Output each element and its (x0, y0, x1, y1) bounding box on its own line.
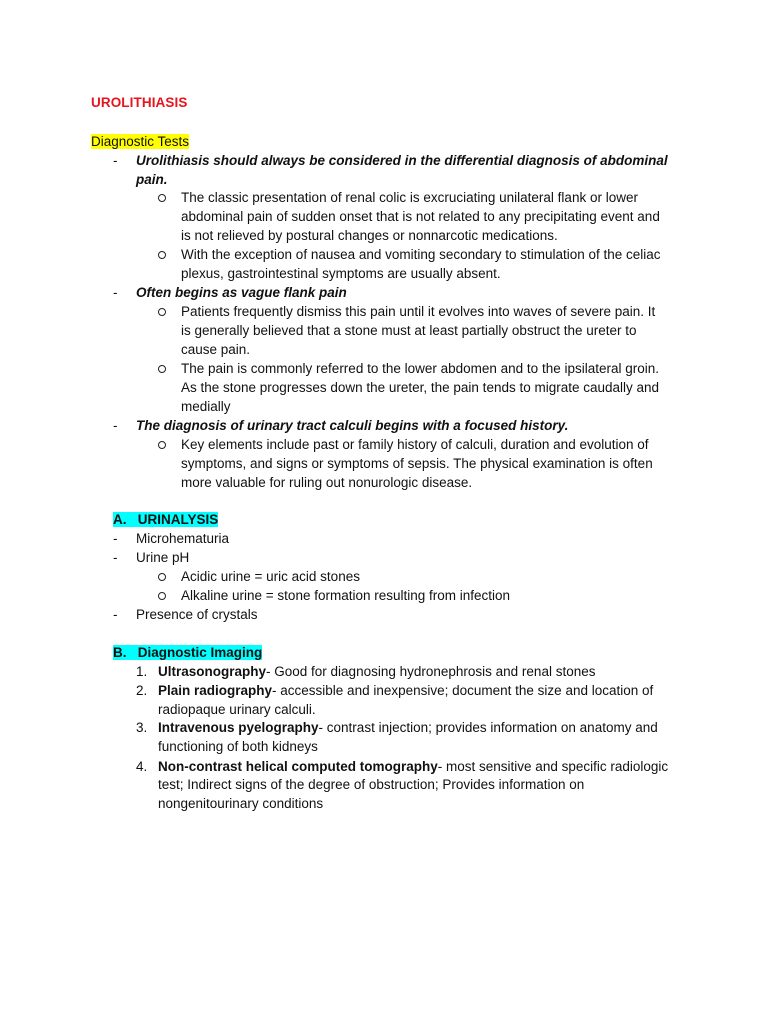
bullet-text: The diagnosis of urinary tract calculi begins with a focused history. (136, 418, 569, 433)
sub-bullet-text: abdominal pain of sudden onset that is not related to any precipitating event and (181, 209, 660, 224)
heading-letter: B. (113, 645, 127, 660)
section-heading-urinalysis (113, 510, 218, 529)
section-heading-diagnostic-tests (91, 132, 189, 151)
item-desc-continued: test; Indirect signs of the degree of obstruction; Provides information on (158, 777, 585, 792)
sub-bullet-text: The classic presentation of renal colic is excruciating unilateral flank or lower (181, 190, 638, 205)
list-item (158, 718, 658, 737)
item-desc: - contrast injection; provides information on anatomy and (318, 720, 658, 735)
heading-marker (113, 645, 262, 660)
circle-bullet-icon (158, 573, 166, 581)
list-item: Urine pH (136, 550, 190, 565)
dash-marker: - (113, 153, 118, 168)
sub-bullet-text: As the stone progresses down the ureter, the pain tends to migrate caudally and (181, 380, 660, 395)
circle-bullet-icon (158, 365, 166, 373)
item-desc-continued: nongenitourinary conditions (158, 796, 324, 811)
sub-bullet-text: is generally believed that a stone must at least partially obstruct the ureter to (181, 323, 637, 338)
item-term: Plain radiography (158, 683, 273, 698)
heading-text: Diagnostic Tests (91, 134, 190, 149)
item-term: Non-contrast helical computed tomography (158, 759, 438, 774)
dash-marker: - (113, 418, 118, 433)
dash-marker: - (113, 550, 118, 565)
heading-text: URINALYSIS (137, 512, 219, 527)
item-desc: - most sensitive and specific radiologic (437, 759, 669, 774)
sub-bullet-text: plexus, gastrointestinal symptoms are usually absent. (181, 266, 501, 281)
dash-marker: - (113, 607, 118, 622)
document-title: UROLITHIASIS (91, 95, 188, 110)
list-item (158, 757, 668, 776)
sub-bullet-text: The pain is commonly referred to the lower abdomen and to the ipsilateral groin. (181, 361, 660, 376)
item-desc-continued: radiopaque urinary calculi. (158, 702, 316, 717)
list-item: Presence of crystals (136, 607, 258, 622)
bullet-text: Often begins as vague flank pain (136, 285, 347, 300)
circle-bullet-icon (158, 251, 166, 259)
sub-bullet-text: cause pain. (181, 342, 251, 357)
item-desc: - Good for diagnosing hydronephrosis and renal stones (266, 664, 596, 679)
sub-bullet-text: Alkaline urine = stone formation resulting from infection (181, 588, 511, 603)
sub-bullet-text: is not relieved by postural changes or nonnarcotic medications. (181, 228, 558, 243)
list-number: 3. (136, 720, 148, 735)
circle-bullet-icon (158, 441, 166, 449)
list-number: 4. (136, 759, 148, 774)
item-desc: - accessible and inexpensive; document the size and location of (272, 683, 654, 698)
item-desc-continued: functioning of both kidneys (158, 739, 318, 754)
heading-letter: A. (113, 512, 127, 527)
bullet-text: pain. (136, 172, 168, 187)
sub-bullet-text: medially (181, 399, 231, 414)
circle-bullet-icon (158, 194, 166, 202)
section-heading-diagnostic-imaging (113, 643, 262, 662)
sub-bullet-text: Patients frequently dismiss this pain until it evolves into waves of severe pain. It (181, 304, 656, 319)
list-item (158, 662, 595, 681)
dash-marker: - (113, 285, 118, 300)
list-item: Microhematuria (136, 531, 230, 546)
sub-bullet-text: more valuable for ruling out nonurologic disease. (181, 475, 473, 490)
sub-bullet-text: symptoms, and signs or symptoms of sepsis. The physical examination is often (181, 456, 653, 471)
circle-bullet-icon (158, 308, 166, 316)
item-term: Ultrasonography (158, 664, 267, 679)
list-item (158, 681, 653, 700)
sub-bullet-text: Acidic urine = uric acid stones (181, 569, 360, 584)
bullet-text: Urolithiasis should always be considered in the differential diagnosis of abdominal (136, 153, 668, 168)
sub-bullet-text: Key elements include past or family history of calculi, duration and evolution of (181, 437, 649, 452)
item-term: Intravenous pyelography (158, 720, 319, 735)
heading-marker (113, 512, 218, 527)
dash-marker: - (113, 531, 118, 546)
list-number: 1. (136, 664, 148, 679)
circle-bullet-icon (158, 592, 166, 600)
heading-text: Diagnostic Imaging (137, 645, 263, 660)
sub-bullet-text: With the exception of nausea and vomiting secondary to stimulation of the celiac (181, 247, 661, 262)
list-number: 2. (136, 683, 148, 698)
